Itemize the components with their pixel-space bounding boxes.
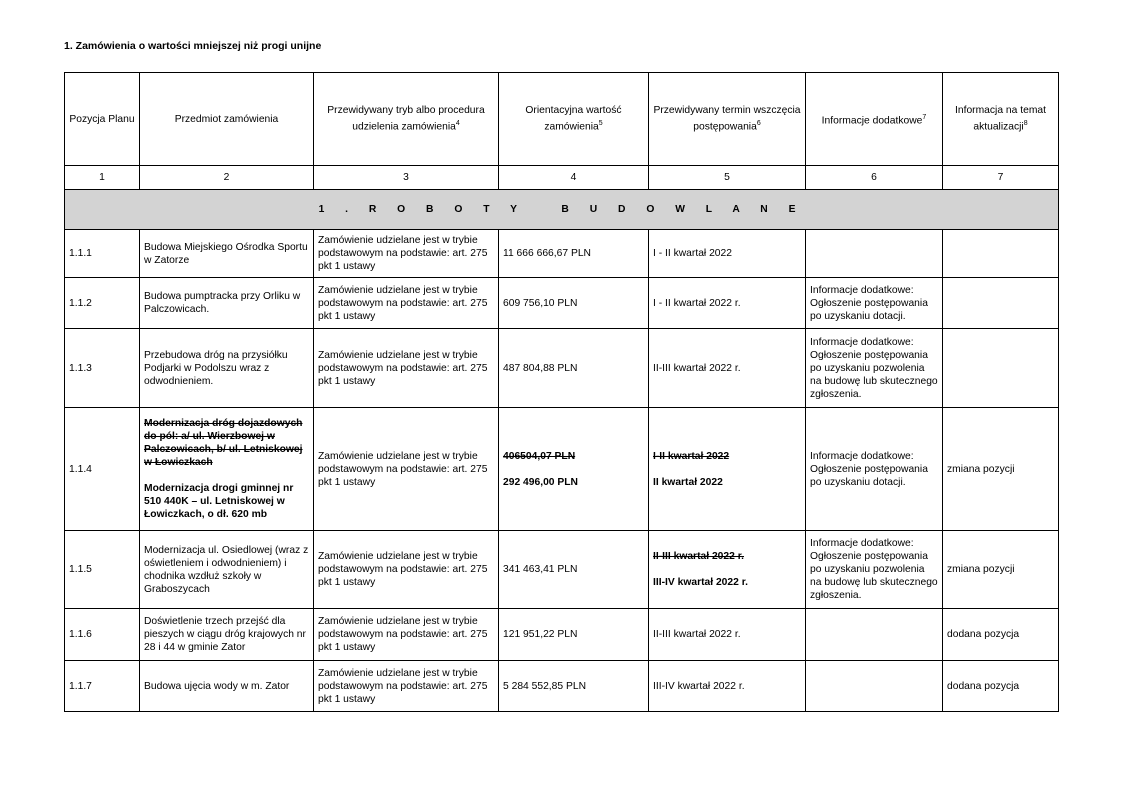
header-cell: Informacje dodatkowe$^7$	[806, 73, 943, 166]
update-cell	[943, 278, 1059, 329]
subject-cell: Przebudowa dróg na przysiółku Podjarki w Podolszu wraz z odwodnieniem.	[140, 329, 314, 408]
info-cell: Informacje dodatkowe: Ogłoszenie postępowania po uzyskaniu dotacji.	[806, 408, 943, 531]
subject-cell: Doświetlenie trzech przejść dla pieszych w ciągu dróg krajowych nr 28 i 44 w gminie Zator	[140, 609, 314, 661]
update-cell	[943, 329, 1059, 408]
info-cell	[806, 609, 943, 661]
procurement-table	[64, 72, 1059, 712]
table-row	[65, 661, 1059, 712]
header-row	[65, 73, 1059, 166]
table-row	[65, 230, 1059, 278]
new-subject: Modernizacja drogi gminnej nr 510 440K – ul. Letniskowej w Łowiczkach, o dł. 620 mb	[144, 483, 294, 520]
table-row	[65, 408, 1059, 531]
old-term: II-III kwartał 2022 r.	[653, 551, 745, 562]
section-title: 1. Zamówienia o wartości mniejszej niż progi unijne	[64, 40, 322, 52]
term-cell: II-III kwartał 2022 r.	[649, 329, 806, 408]
info-cell: Informacje dodatkowe: Ogłoszenie postępowania po uzyskaniu dotacji.	[806, 278, 943, 329]
old-value: 406504,07 PLN	[503, 450, 576, 462]
header-cell: Orientacyjna wartość zamówienia$^5$	[499, 73, 649, 166]
procedure-cell: Zamówienie udzielane jest w trybie podstawowym na podstawie: art. 275 pkt 1 ustawy	[314, 278, 499, 329]
term-cell: I - II kwartał 2022 r.	[649, 278, 806, 329]
table-row	[65, 329, 1059, 408]
term-cell: II-III kwartał 2022 r.	[649, 609, 806, 661]
header-cell: Informacja na temat aktualizacji$^8$	[943, 73, 1059, 166]
term-cell: I - II kwartał 2022	[649, 230, 806, 278]
value-cell: 609 756,10 PLN	[499, 278, 649, 329]
new-term: II kwartał 2022	[653, 476, 723, 488]
subject-cell: Modernizacja ul. Osiedlowej (wraz z oświetleniem i odwodnieniem) i chodnika wzdłuż szkoły w Graboszycach	[140, 531, 314, 609]
column-number: 6	[806, 166, 943, 190]
old-subject: Modernizacja dróg dojazdowych do pól: a/ ul. Wierzbowej w Palczowicach, b/ ul. Letniskowej w Łowiczkach	[144, 418, 303, 468]
term-cell	[649, 531, 806, 609]
table-row	[65, 609, 1059, 661]
column-number: 7	[943, 166, 1059, 190]
position-cell: 1.1.6	[65, 609, 140, 661]
term-cell	[649, 408, 806, 531]
subject-cell	[140, 408, 314, 531]
update-cell: zmiana pozycji	[943, 408, 1059, 531]
header-cell: Przedmiot zamówienia	[140, 73, 314, 166]
value-cell: 5 284 552,85 PLN	[499, 661, 649, 712]
column-number: 2	[140, 166, 314, 190]
section-heading: 1 . R O B O T Y B U D O W L A N E	[65, 190, 1059, 230]
column-number-row	[65, 166, 1059, 190]
update-cell: zmiana pozycji	[943, 531, 1059, 609]
term-cell: III-IV kwartał 2022 r.	[649, 661, 806, 712]
value-cell: 487 804,88 PLN	[499, 329, 649, 408]
info-cell	[806, 661, 943, 712]
procedure-cell: Zamówienie udzielane jest w trybie podstawowym na podstawie: art. 275 pkt 1 ustawy	[314, 408, 499, 531]
value-cell: 11 666 666,67 PLN	[499, 230, 649, 278]
subject-cell: Budowa pumptracka przy Orliku w Palczowicach.	[140, 278, 314, 329]
section-row	[65, 190, 1059, 230]
column-number: 4	[499, 166, 649, 190]
info-cell	[806, 230, 943, 278]
table-row	[65, 278, 1059, 329]
position-cell: 1.1.2	[65, 278, 140, 329]
procedure-cell: Zamówienie udzielane jest w trybie podstawowym na podstawie: art. 275 pkt 1 ustawy	[314, 661, 499, 712]
value-cell	[499, 408, 649, 531]
position-cell: 1.1.5	[65, 531, 140, 609]
subject-cell: Budowa ujęcia wody w m. Zator	[140, 661, 314, 712]
procedure-cell: Zamówienie udzielane jest w trybie podstawowym na podstawie: art. 275 pkt 1 ustawy	[314, 531, 499, 609]
column-number: 3	[314, 166, 499, 190]
update-cell	[943, 230, 1059, 278]
old-term: I-II kwartał 2022	[653, 450, 730, 462]
header-cell: Przewidywany termin wszczęcia postępowania$^6$	[649, 73, 806, 166]
value-cell: 121 951,22 PLN	[499, 609, 649, 661]
value-cell: 341 463,41 PLN	[499, 531, 649, 609]
header-cell: Przewidywany tryb albo procedura udzielenia zamówienia$^4$	[314, 73, 499, 166]
position-cell: 1.1.7	[65, 661, 140, 712]
update-cell: dodana pozycja	[943, 661, 1059, 712]
procedure-cell: Zamówienie udzielane jest w trybie podstawowym na podstawie: art. 275 pkt 1 ustawy	[314, 609, 499, 661]
column-number: 5	[649, 166, 806, 190]
column-number: 1	[65, 166, 140, 190]
header-cell: Pozycja Planu	[65, 73, 140, 166]
position-cell: 1.1.4	[65, 408, 140, 531]
table-row	[65, 531, 1059, 609]
position-cell: 1.1.1	[65, 230, 140, 278]
subject-cell: Budowa Miejskiego Ośrodka Sportu w Zatorze	[140, 230, 314, 278]
info-cell: Informacje dodatkowe: Ogłoszenie postępowania po uzyskaniu pozwolenia na budowę lub skutecznego zgłoszenia.	[806, 531, 943, 609]
info-cell: Informacje dodatkowe: Ogłoszenie postępowania po uzyskaniu pozwolenia na budowę lub skutecznego zgłoszenia.	[806, 329, 943, 408]
update-cell: dodana pozycja	[943, 609, 1059, 661]
new-term: III-IV kwartał 2022 r.	[653, 577, 749, 588]
new-value: 292 496,00 PLN	[503, 476, 578, 488]
position-cell: 1.1.3	[65, 329, 140, 408]
procedure-cell: Zamówienie udzielane jest w trybie podstawowym na podstawie: art. 275 pkt 1 ustawy	[314, 329, 499, 408]
procedure-cell: Zamówienie udzielane jest w trybie podstawowym na podstawie: art. 275 pkt 1 ustawy	[314, 230, 499, 278]
